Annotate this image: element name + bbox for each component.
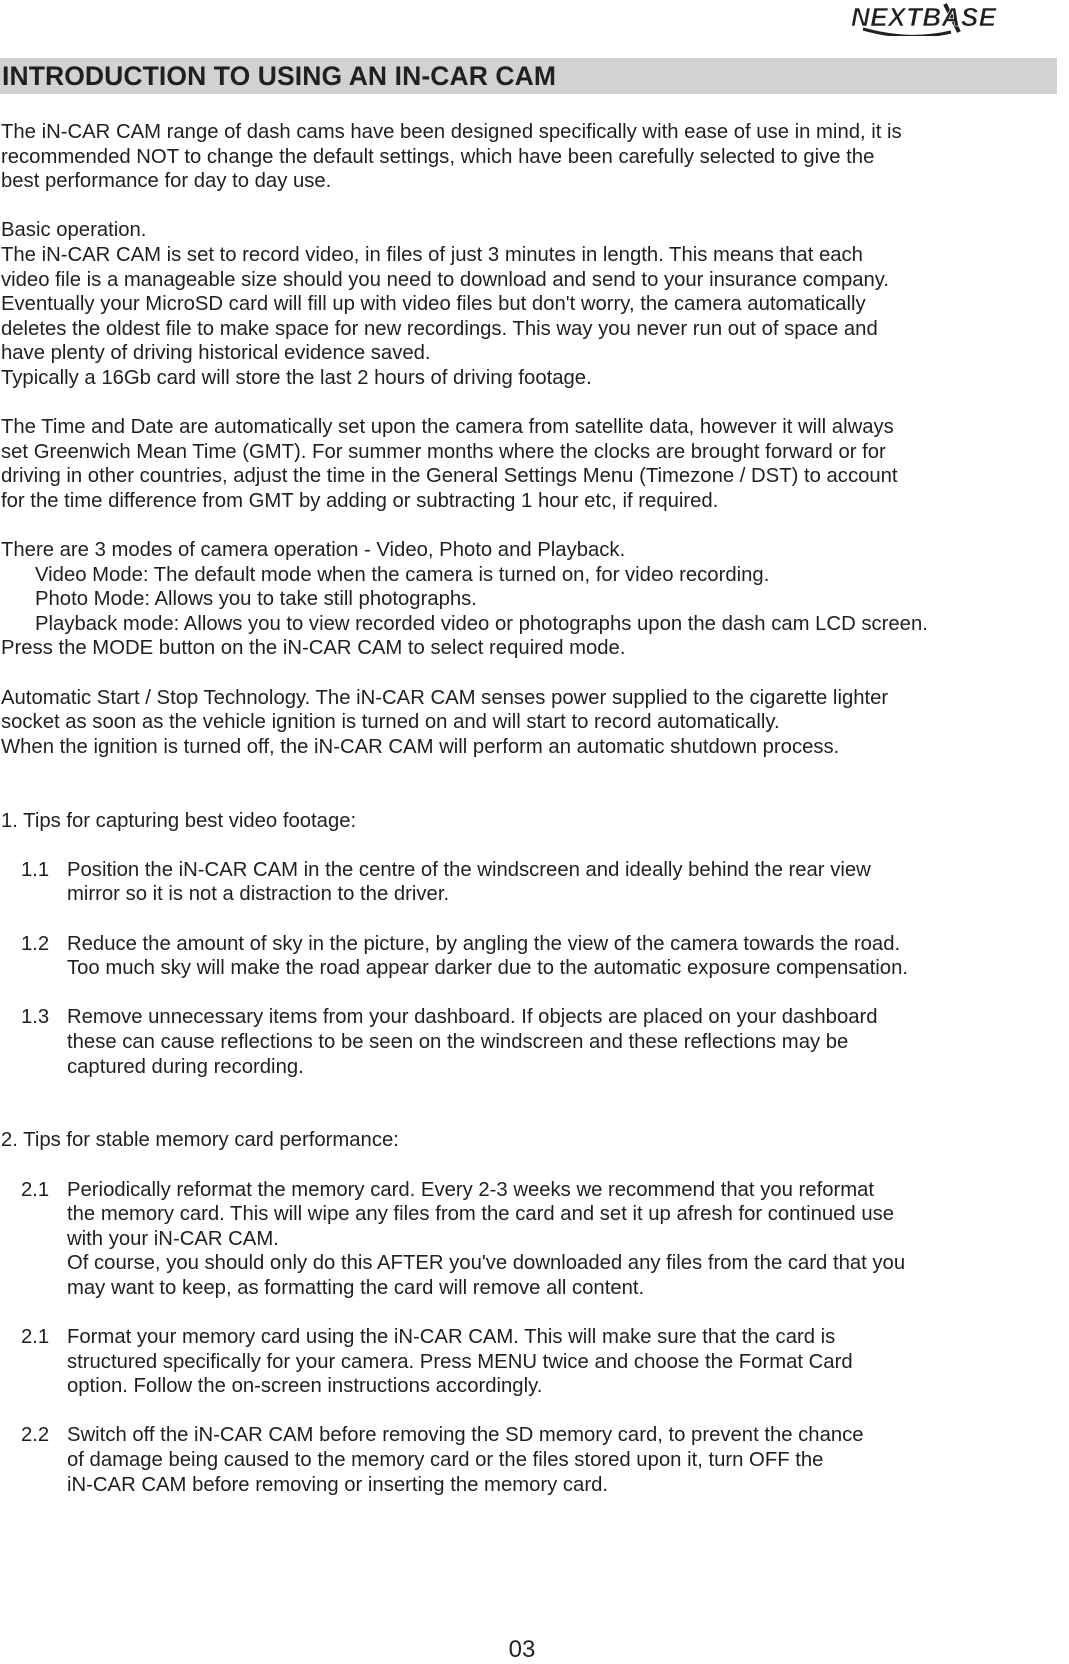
tip-item	[1, 858, 1067, 907]
text-line: iN-CAR CAM before removing or inserting the memory card.	[67, 1473, 609, 1496]
text-line: option. Follow the on-screen instructions accordingly.	[67, 1375, 543, 1398]
tip-item	[1, 1005, 1067, 1079]
text-line: have plenty of driving historical evidence saved.	[1, 342, 431, 365]
section-heading: 2. Tips for stable memory card performance:	[1, 1129, 399, 1152]
text-line: with your iN-CAR CAM.	[67, 1227, 279, 1250]
text-line: The iN-CAR CAM is set to record video, in files of just 3 minutes in length. This means that each	[1, 243, 863, 266]
tip-number: 2.1	[21, 1326, 50, 1349]
text-line: driving in other countries, adjust the time in the General Settings Menu (Timezone / DST) to account	[1, 465, 898, 488]
intro-paragraph	[1, 120, 1067, 194]
text-line: Automatic Start / Stop Technology. The iN-CAR CAM senses power supplied to the cigarette lighter	[1, 686, 889, 709]
text-line: set Greenwich Mean Time (GMT). For summer months where the clocks are brought forward or for	[1, 440, 886, 463]
video-mode-line: Video Mode: The default mode when the camera is turned on, for video recording.	[35, 563, 770, 586]
text-line: Periodically reformat the memory card. Every 2-3 weeks we recommend that you reformat	[67, 1178, 875, 1201]
text-line: may want to keep, as formatting the card will remove all content.	[67, 1276, 645, 1299]
modes-paragraph	[1, 538, 1067, 661]
tip-number: 1.2	[21, 932, 50, 955]
section-title-bar	[0, 58, 1057, 94]
text-line: socket as soon as the vehicle ignition is turned on and will start to record automatically.	[1, 711, 780, 734]
text-line: When the ignition is turned off, the iN-CAR CAM will perform an automatic shutdown process.	[1, 735, 840, 758]
page-number: 03	[508, 1636, 536, 1663]
section-heading: 1. Tips for capturing best video footage:	[1, 809, 357, 832]
time-date-paragraph	[1, 415, 1067, 513]
text-line: these can cause reflections to be seen on the windscreen and these reflections may be	[67, 1030, 849, 1053]
text-line: Remove unnecessary items from your dashboard. If objects are placed on your dashboard	[67, 1006, 878, 1029]
nextbase-logo	[849, 2, 1059, 36]
section-1	[1, 809, 1067, 1080]
tip-item	[1, 1423, 1067, 1497]
tip-number: 1.1	[21, 858, 50, 881]
text-line: deletes the oldest file to make space for new recordings. This way you never run out of space and	[1, 317, 878, 340]
section-2	[1, 1128, 1067, 1497]
text-line: Of course, you should only do this AFTER you've downloaded any files from the card that you	[67, 1252, 906, 1275]
auto-start-paragraph	[1, 686, 1067, 760]
text-line: of damage being caused to the memory card or the files stored upon it, turn OFF the	[67, 1449, 824, 1472]
svg-text:NEXTBASE: NEXTBASE	[851, 2, 997, 32]
tip-number: 2.1	[21, 1178, 50, 1201]
text-line: There are 3 modes of camera operation - Video, Photo and Playback.	[1, 539, 626, 562]
text-line: Position the iN-CAR CAM in the centre of the windscreen and ideally behind the rear view	[67, 858, 871, 881]
text-line: Switch off the iN-CAR CAM before removing the SD memory card, to prevent the chance	[67, 1424, 864, 1447]
basic-operation-paragraph	[1, 218, 1067, 390]
tip-item	[1, 932, 1067, 981]
text-line: Reduce the amount of sky in the picture, by angling the view of the camera towards the road.	[67, 932, 901, 955]
playback-mode-line: Playback mode: Allows you to view recorded video or photographs upon the dash cam LCD screen.	[35, 612, 928, 635]
text-line: structured specifically for your camera. Press MENU twice and choose the Format Card	[67, 1350, 853, 1373]
text-line: mirror so it is not a distraction to the driver.	[67, 883, 450, 906]
document-body	[1, 120, 1067, 1497]
text-line: Basic operation.	[1, 219, 147, 242]
text-line: Press the MODE button on the iN-CAR CAM to select required mode.	[1, 637, 626, 660]
tip-item	[1, 1178, 1067, 1301]
text-line: recommended NOT to change the default settings, which have been carefully selected to give the	[1, 145, 875, 168]
text-line: The Time and Date are automatically set upon the camera from satellite data, however it will always	[1, 416, 894, 439]
text-line: Format your memory card using the iN-CAR CAM. This will make sure that the card is	[67, 1326, 836, 1349]
photo-mode-line: Photo Mode: Allows you to take still photographs.	[35, 588, 477, 611]
tip-number: 2.2	[21, 1424, 50, 1447]
text-line: The iN-CAR CAM range of dash cams have been designed specifically with ease of use in mind, it is	[1, 121, 902, 143]
tip-number: 1.3	[21, 1006, 50, 1029]
text-line: Too much sky will make the road appear darker due to the automatic exposure compensation.	[67, 957, 908, 980]
text-line: Typically a 16Gb card will store the last 2 hours of driving footage.	[1, 366, 592, 389]
tip-item	[1, 1325, 1067, 1399]
text-line: best performance for day to day use.	[1, 170, 332, 193]
text-line: the memory card. This will wipe any files from the card and set it up afresh for continued use	[67, 1203, 895, 1226]
text-line: for the time difference from GMT by adding or subtracting 1 hour etc, if required.	[1, 489, 719, 512]
text-line: captured during recording.	[67, 1055, 304, 1078]
page-title: INTRODUCTION TO USING AN IN-CAR CAM	[2, 61, 557, 91]
text-line: Eventually your MicroSD card will fill up with video files but don't worry, the camera automatically	[1, 293, 866, 316]
text-line: video file is a manageable size should you need to download and send to your insurance company.	[1, 268, 890, 291]
